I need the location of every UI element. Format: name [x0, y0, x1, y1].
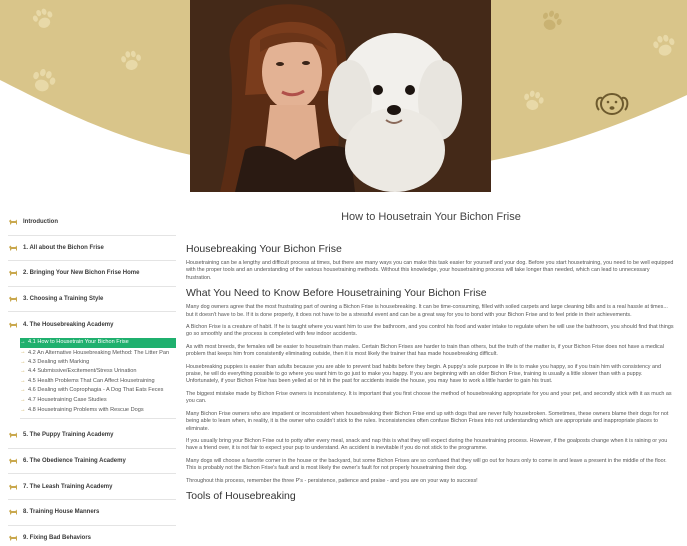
subsection-4-4[interactable] [20, 367, 176, 377]
arrow-right-icon: → [20, 396, 26, 403]
subsection-label: 4.2 An Alternative Housebreaking Method: The Litter Pan [28, 349, 170, 356]
sidebar-item-chapter-9[interactable] [8, 526, 176, 546]
dog-silhouette-icon [8, 218, 18, 226]
arrow-right-icon: → [20, 377, 26, 384]
dog-silhouette-icon [8, 295, 18, 303]
subsection-4-1[interactable] [20, 338, 176, 348]
page-title: How to Housetrain Your Bichon Frise [341, 211, 521, 223]
subsection-label: 4.1 How to Housetrain Your Bichon Frise [28, 338, 129, 345]
dog-silhouette-icon [8, 483, 18, 491]
section-heading-what-to-know: What You Need to Know Before Housetraining Your Bichon Frise [186, 287, 487, 300]
sidebar-item-chapter-7[interactable] [8, 474, 176, 500]
sidebar-item-label: Introduction [23, 219, 58, 226]
section-heading-housebreaking: Housebreaking Your Bichon Frise [186, 243, 342, 255]
sidebar-item-label: 2. Bringing Your New Bichon Frise Home [23, 270, 140, 277]
sidebar-item-label: 4. The Housebreaking Academy [23, 322, 114, 329]
paragraph: Many Bichon Frise owners who are impatient or inconsistent when housebreaking their Bichon Frise end up with dogs that are never fully housebroken. Sometimes, these owners blame their dogs for not being able to learn when, in reality, it is the owner who couldn't stick to the rules. Inconsistencies often confuse Bichon Frises into not understanding which are appropriate and inappropriate places to eliminate. [186, 410, 669, 432]
dog-silhouette-icon [8, 457, 18, 465]
arrow-right-icon: → [20, 387, 26, 394]
arrow-right-icon: → [20, 338, 26, 345]
sidebar-item-label: 8. Training House Manners [23, 509, 100, 516]
subsection-4-3[interactable] [20, 358, 176, 368]
subsection-label: 4.7 Housetraining Case Studies [28, 396, 107, 403]
subsection-4-5[interactable] [20, 377, 176, 387]
paragraph: Throughout this process, remember the three P's - persistence, patience and praise - and you are on your way to success! [186, 477, 478, 484]
sidebar-item-chapter-6[interactable] [8, 449, 176, 475]
dog-silhouette-icon [8, 534, 18, 542]
sidebar-item-label: 6. The Obedience Training Academy [23, 458, 126, 465]
paragraph: As with most breeds, the females will be easier to housetrain than males. Certain Bichon Frises are harder to train than others, but the truth of the matter is, if your Bichon Frise does not have a medical problem that keeps him from consistently eliminating outside, then it is most likely the trainer that has made housebreaking difficult. [186, 343, 664, 358]
subsection-label: 4.4 Submissive/Excitement/Stress Urination [28, 368, 137, 375]
chapter-4-subsections [20, 338, 176, 419]
sidebar-item-chapter-2[interactable] [8, 261, 176, 287]
paragraph: A Bichon Frise is a creature of habit. If he is taught where you want him to use the bathroom, and you control his food and water intake to regulate when he will use the bathroom, you should find that things go so smoothly and the process is completed with few indoor accidents. [186, 324, 674, 338]
paw-print-icon [538, 8, 564, 34]
paragraph: Many dog owners agree that the most frustrating part of owning a Bichon Frise is housebreaking. It can be time-consuming, filled with soiled carpets and large cleaning bills and is a real hassle at times... but it doesn't have to be. If it is done properly, it does not have to be a stressful event and can be a great way for you to bond with your Bichon Frise and to feel pride in their achievements. [186, 304, 668, 318]
arrow-right-icon: → [20, 406, 26, 413]
sidebar-item-label: 7. The Leash Training Academy [23, 483, 113, 490]
sidebar-item-chapter-5[interactable] [8, 423, 176, 449]
main-content [186, 211, 676, 507]
paw-print-icon [650, 32, 678, 60]
paragraph: The biggest mistake made by Bichon Frise owners is inconsistency. It is important that you first choose the method of housebreaking appropriate for you and your pet, and secondly stick with it as much as you can. [186, 390, 672, 405]
dog-silhouette-icon [8, 508, 18, 516]
paw-print-icon [520, 88, 546, 114]
subsection-label: 4.5 Health Problems That Can Affect Housetraining [28, 377, 155, 384]
dog-silhouette-icon [8, 431, 18, 439]
sidebar-item-introduction[interactable] [8, 210, 176, 236]
sidebar-item-label: 9. Fixing Bad Behaviors [23, 535, 92, 542]
section-heading-tools: Tools of Housebreaking [186, 489, 296, 502]
paragraph: If you usually bring your Bichon Frise out to potty after every meal, snack and nap this is what they will expect during the housetraining process. However, if the goalposts change when it is raining or you have a friend over, it is not fair to expect your pup to understand. An accident is inevitable if you do not stick to the programme. [186, 437, 668, 452]
paragraph: Many dogs will choose a favorite corner in the house or the backyard, but some Bichon Frises are so confused that they will go out for hours only to come in and leave a present in the middle of the floor. This is probably not the Bichon Frise's fault and is most likely the owner's fault for not properly housetraining their dog. [186, 457, 667, 472]
dog-head-icon [592, 86, 632, 120]
header-banner [0, 0, 687, 200]
dog-silhouette-icon [8, 321, 18, 329]
sidebar-item-label: 1. All about the Bichon Frise [23, 244, 104, 251]
paragraph: Housebreaking puppies is easier than adults because you are able to prevent bad habits before they begin. A puppy's sole purpose in life is to make you happy, so if you train him with consistency and praise, he will do everything possible to go where you want him to go just to make you happy. If you are beginning with an older Bichon Frise, training is usually a little slower than with a puppy. Unfortunately, if your Bichon Frise has been yelled at or hit in the past for accidents inside the house, you may have to work a little harder to gain his trust. [186, 363, 661, 385]
subsection-4-6[interactable] [20, 386, 176, 396]
paw-print-icon [30, 6, 56, 32]
subsection-4-2[interactable] [20, 348, 176, 358]
chapter-sidebar [8, 210, 176, 546]
subsection-4-8[interactable] [20, 406, 176, 416]
woman-with-bichon-frise-photo [190, 0, 491, 192]
sidebar-item-chapter-1[interactable] [8, 236, 176, 262]
sidebar-item-chapter-4[interactable] [8, 312, 176, 338]
subsection-4-7[interactable] [20, 396, 176, 406]
subsection-label: 4.6 Dealing with Coprophagia - A Dog That Eats Feces [28, 387, 164, 394]
paw-print-icon [118, 48, 144, 74]
subsection-label: 4.8 Housetraining Problems with Rescue Dogs [28, 406, 144, 413]
sidebar-item-label: 3. Choosing a Training Style [23, 296, 104, 303]
sidebar-item-chapter-3[interactable] [8, 287, 176, 313]
dog-silhouette-icon [8, 244, 18, 252]
arrow-right-icon: → [20, 368, 26, 375]
arrow-right-icon: → [20, 358, 26, 365]
dog-silhouette-icon [8, 269, 18, 277]
paw-print-icon [28, 66, 58, 96]
sidebar-item-label: 5. The Puppy Training Academy [23, 432, 114, 439]
sidebar-item-chapter-8[interactable] [8, 500, 176, 526]
paragraph-intro: Housetraining can be a lengthy and difficult process at times, but there are many ways you can make this task easier for yourself and your dog. Before you start housetraining, you need to be well equipped with the proper tools and an understanding of the various housetraining methods. Without this knowledge, your housetraining process will take longer than needed, which can lead to unnecessary frustration. [186, 260, 674, 281]
arrow-right-icon: → [20, 348, 26, 355]
subsection-label: 4.3 Dealing with Marking [28, 358, 90, 365]
